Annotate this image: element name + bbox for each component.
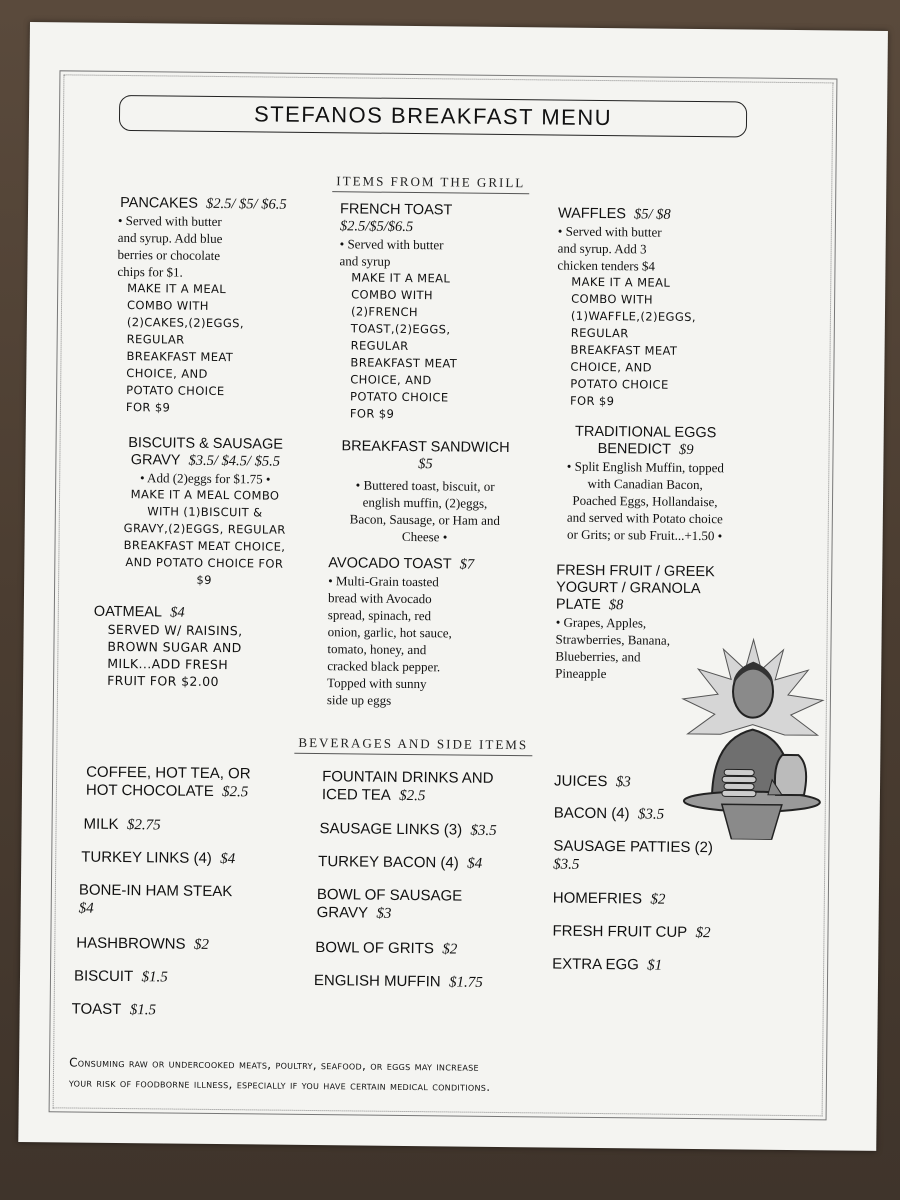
item-price: $9 (678, 441, 694, 458)
item-french-toast (338, 201, 540, 424)
sides-section-heading: BEVERAGES AND SIDE ITEMS (294, 735, 532, 756)
side-item: SAUSAGE LINKS (3) $3.5 (319, 820, 497, 839)
item-oatmeal (93, 604, 294, 691)
side-item: COFFEE, HOT TEA, OR HOT CHOCOLATE $2.5 (85, 763, 251, 801)
item-name: BREAKFAST SANDWICH (341, 438, 510, 457)
item-combo: MAKE IT A MEAL COMBO WITH (2)CAKES,(2)EGGS, REGULAR BREAKFAST MEAT CHOICE, AND POTATO CHOICE FOR $9 (125, 281, 245, 415)
item-desc: • Served with butter and syrup. Add blue berries or chocolate chips for $1. (117, 212, 223, 280)
menu-title: STEFANOS BREAKFAST MENU (119, 95, 747, 138)
side-item: BACON (4) $3.5 (553, 804, 665, 823)
item-combo: MAKE IT A MEAL COMBO WITH (1)BISCUIT & GRAVY,(2)EGGS, REGULAR BREAKFAST MEAT CHOICE, AND POTATO CHOICE FOR $9 (123, 487, 286, 587)
item-name-cont: YOGURT / GRANOLA (556, 579, 701, 598)
side-item: EXTRA EGG $1 (552, 955, 663, 974)
item-price: $2.5/ $5/ $6.5 (205, 195, 287, 213)
item-desc: • Grapes, Apples, Strawberries, Banana, Blueberries, and Pineapple (555, 614, 671, 682)
item-name: AVOCADO TOAST (328, 555, 452, 573)
item-biscuits-gravy (104, 435, 306, 590)
side-item: FOUNTAIN DRINKS AND ICED TEA $2.5 (321, 768, 494, 805)
item-name: OATMEAL (93, 603, 163, 621)
item-desc: • Buttered toast, biscuit, or english muffin, (2)eggs, Bacon, Sausage, or Ham and Cheese • (349, 477, 500, 545)
item-price: $4 (170, 604, 185, 621)
item-pancakes (116, 195, 318, 418)
item-avocado-toast (327, 555, 529, 710)
item-price: $5 (418, 456, 433, 473)
side-item: HASHBROWNS $2 (76, 934, 209, 953)
side-item: ENGLISH MUFFIN $1.75 (313, 972, 483, 991)
side-item: HOMEFRIES $2 (552, 889, 666, 908)
item-name: WAFFLES (557, 205, 627, 223)
item-price: $2.5/$5/$6.5 (339, 218, 414, 236)
grill-section-heading: ITEMS FROM THE GRILL (332, 173, 529, 194)
side-item: SAUSAGE PATTIES (2) $3.5 (553, 837, 713, 873)
item-name: FRENCH TOAST (339, 201, 453, 219)
item-combo: MAKE IT A MEAL COMBO WITH (1)WAFFLE,(2)EGGS, REGULAR BREAKFAST MEAT CHOICE, AND POTATO CHOICE FOR $9 (569, 274, 697, 409)
item-combo: SERVED W/ RAISINS, BROWN SUGAR AND MILK...ADD FRESH FRUIT FOR $2.00 (107, 621, 243, 690)
side-item: BONE-IN HAM STEAK $4 (78, 881, 233, 917)
item-desc: • Add (2)eggs for $1.75 • (139, 470, 271, 487)
item-waffles (556, 206, 758, 412)
waitress-illustration (671, 629, 833, 841)
side-item: TOAST $1.5 (71, 1000, 157, 1019)
side-item: FRESH FRUIT CUP $2 (552, 922, 711, 942)
item-name-cont: PLATE (555, 596, 601, 614)
item-name: PANCAKES (120, 194, 199, 212)
item-desc: • Served with butter and syrup. Add 3 chicken tenders $4 (557, 223, 662, 274)
item-desc: • Served with butter and syrup (339, 236, 444, 269)
side-item: BISCUIT $1.5 (73, 967, 168, 986)
side-item: TURKEY LINKS (4) $4 (81, 848, 236, 868)
item-price: $5/ $8 (633, 206, 671, 223)
item-breakfast-sandwich (325, 438, 526, 546)
menu-paper (18, 22, 888, 1151)
item-desc: • Split English Muffin, topped with Canadian Bacon, Poached Eggs, Hollandaise, and served with Potato choice or Grits; or sub Fruit...+1.50 • (566, 458, 724, 544)
item-name-cont: GRAVY (130, 452, 181, 469)
item-name: FRESH FRUIT / GREEK (556, 562, 715, 581)
side-item: BOWL OF SAUSAGE GRAVY $3 (316, 886, 463, 922)
side-item: MILK $2.75 (83, 815, 161, 834)
food-safety-disclaimer: Consuming raw or undercooked meats, poultry, seafood, or eggs may increase your risk of foodborne illness, especially if you have certain medical conditions. (68, 1055, 491, 1094)
item-price: $3.5/ $4.5/ $5.5 (188, 452, 281, 470)
item-price: $8 (608, 597, 624, 614)
item-price: $7 (459, 556, 475, 573)
item-name: BISCUITS & SAUSAGE (128, 435, 284, 453)
item-desc: • Multi-Grain toasted bread with Avocado spread, spinach, red onion, garlic, hot sauce, tomato, honey, and cracked black pepper. Topped with sunny side up eggs (326, 573, 452, 708)
item-name-cont: BENEDICT (597, 440, 672, 458)
side-item: BOWL OF GRITS $2 (315, 939, 458, 958)
item-eggs-benedict (545, 423, 746, 544)
item-combo: MAKE IT A MEAL COMBO WITH (2)FRENCH TOAST,(2)EGGS, REGULAR BREAKFAST MEAT CHOICE, AND POTATO CHOICE FOR $9 (349, 270, 458, 421)
item-name: TRADITIONAL EGGS (575, 423, 717, 442)
side-item: JUICES $3 (553, 772, 631, 791)
side-item: TURKEY BACON (4) $4 (318, 853, 483, 872)
